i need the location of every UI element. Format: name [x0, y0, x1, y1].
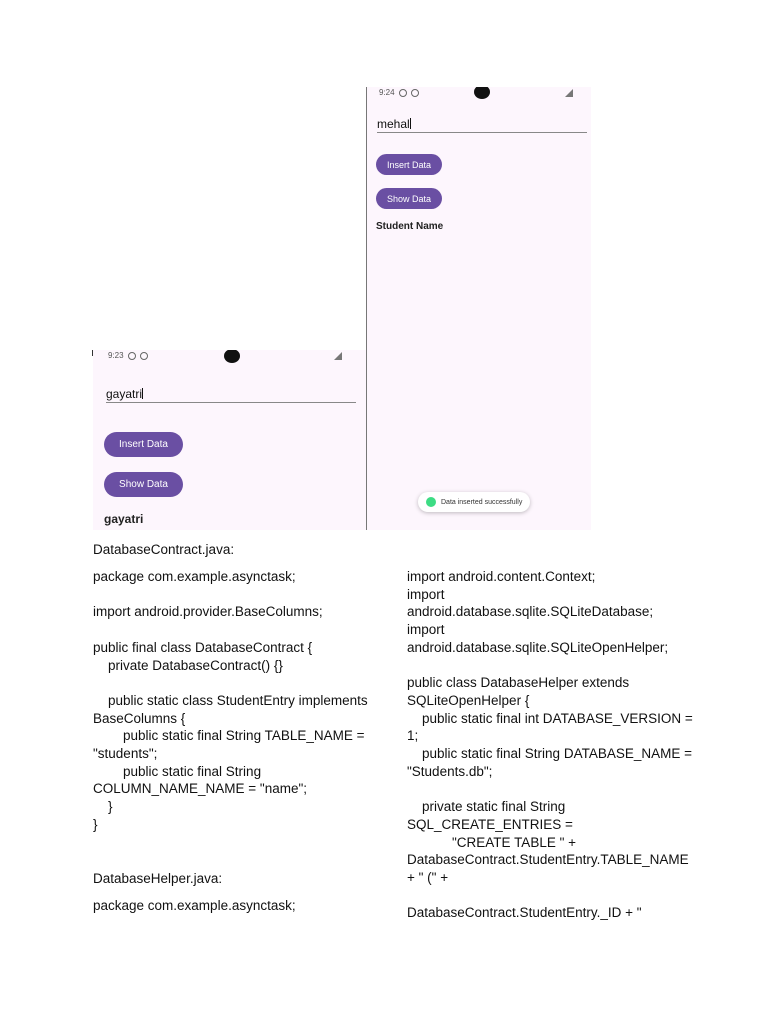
signal-icon	[334, 352, 342, 360]
result-text: gayatri	[104, 512, 144, 526]
signal-icon	[565, 89, 573, 97]
insert-data-button[interactable]: Insert Data	[104, 432, 183, 457]
file-heading: DatabaseHelper.java:	[93, 871, 223, 886]
app-screenshot-after-insert	[366, 87, 591, 530]
name-input[interactable]: gayatri	[106, 387, 356, 403]
code-block: package com.example.asynctask; import android.provider.BaseColumns; public final class DatabaseContract { private DatabaseContract() {} public static class StudentEntry implements BaseColumns { public static final String TABLE_NAME = "students"; public static final String COLUMN_NAME_NAME = "name"; } }	[93, 569, 368, 832]
show-data-button[interactable]: Show Data	[104, 472, 183, 497]
result-text: Student Name	[376, 221, 444, 232]
status-time: 9:24	[379, 88, 395, 97]
code-block: import android.content.Context; import android.database.sqlite.SQLiteDatabase; import android.database.sqlite.SQLiteOpenHelper; public class DatabaseHelper extends SQLiteOpenHelper { public static final int DATABASE_VERSION = 1; public static final String DATABASE_NAME = "Students.db"; private static final String SQL_CREATE_ENTRIES = "CREATE TABLE " + DatabaseContract.StudentEntry.TABLE_NAME + " (" + DatabaseContract.StudentEntry._ID + "	[407, 569, 693, 921]
camera-cutout-icon	[474, 87, 490, 99]
status-bar	[379, 88, 419, 97]
name-input[interactable]: mehal	[377, 117, 587, 133]
app-screenshot-before-insert	[93, 350, 366, 530]
code-block: package com.example.asynctask;	[93, 898, 296, 913]
camera-cutout-icon	[224, 350, 240, 363]
status-icon	[128, 352, 136, 360]
status-time: 9:23	[108, 351, 124, 360]
file-heading: DatabaseContract.java:	[93, 542, 235, 557]
insert-data-button[interactable]: Insert Data	[376, 154, 442, 175]
status-icon	[140, 352, 148, 360]
status-icon	[411, 89, 419, 97]
show-data-button[interactable]: Show Data	[376, 188, 442, 209]
status-icon	[399, 89, 407, 97]
status-bar	[108, 351, 148, 360]
app-icon	[426, 497, 436, 507]
toast-message: Data inserted successfully	[418, 492, 530, 512]
